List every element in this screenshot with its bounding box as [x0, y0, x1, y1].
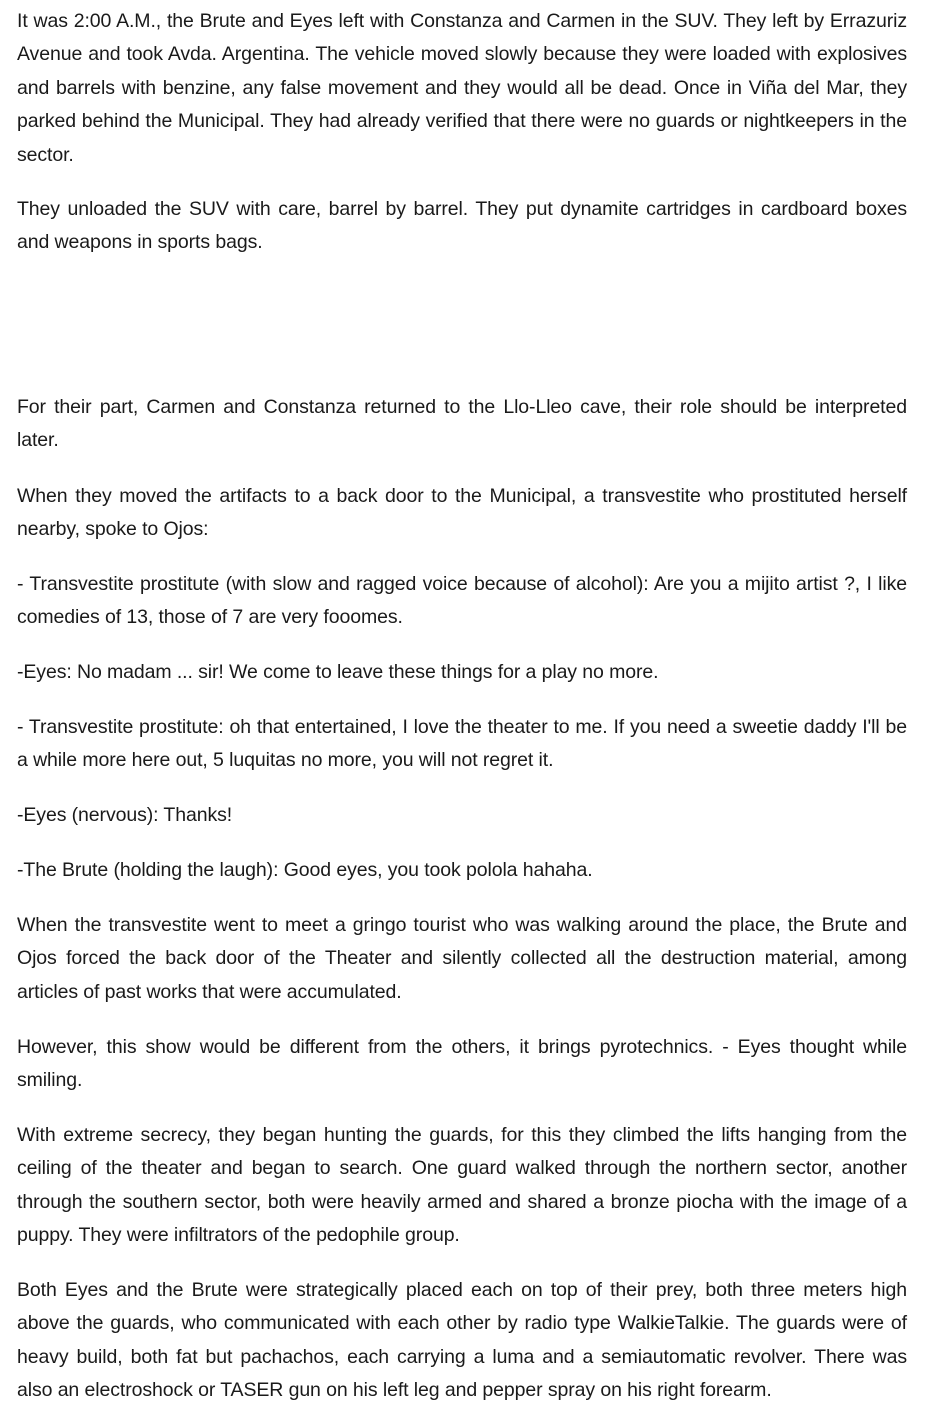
dialogue-line-5: -The Brute (holding the laugh): Good eyes, you took polola hahaha.: [17, 859, 593, 881]
dialogue-line-4: -Eyes (nervous): Thanks!: [17, 804, 233, 826]
dialogue-line-1: - Transvestite prostitute (with slow and ragged voice because of alcohol): Are you a mijito artist ?, I like comedies of 13, those of 7 are very fooomes.: [17, 573, 907, 629]
paragraph-7: With extreme secrecy, they began hunting the guards, for this they climbed the lifts hanging from the ceiling of the theater and began to search. One guard walked through the northern sector, another through the southern sector, both were heavily armed and shared a bronze piocha with the image of a puppy. They were infiltrators of the pedophile group.: [17, 1124, 907, 1247]
paragraph-8: Both Eyes and the Brute were strategically placed each on top of their prey, both three meters high above the guards, who communicated with each other by radio type WalkieTalkie. The guards were of heavy build, both fat but pachachos, each carrying a luma and a semiautomatic revolver. There was also an electroshock or TASER gun on his left leg and pepper spray on his right forearm.: [17, 1279, 907, 1402]
paragraph-4: When they moved the artifacts to a back door to the Municipal, a transvestite who prostituted herself nearby, spoke to Ojos:: [17, 485, 907, 541]
paragraph-1: It was 2:00 A.M., the Brute and Eyes left with Constanza and Carmen in the SUV. They left by Errazuriz Avenue and took Avda. Argentina. The vehicle moved slowly because they were loaded with explosives and barrels with benzine, any false movement and they would all be dead. Once in Viña del Mar, they parked behind the Municipal. They had already verified that there were no guards or nightkeepers in the sector.: [17, 10, 907, 166]
paragraph-5: When the transvestite went to meet a gringo tourist who was walking around the place, the Brute and Ojos forced the back door of the Theater and silently collected all the destruction material, among articles of past works that were accumulated.: [17, 914, 907, 1003]
dialogue-line-2: -Eyes: No madam ... sir! We come to leave these things for a play no more.: [17, 661, 659, 683]
paragraph-6: However, this show would be different from the others, it brings pyrotechnics. - Eyes thought while smiling.: [17, 1036, 907, 1092]
dialogue-line-3: - Transvestite prostitute: oh that entertained, I love the theater to me. If you need a sweetie daddy I'll be a while more here out, 5 luquitas no more, you will not regret it.: [17, 716, 907, 772]
paragraph-3: For their part, Carmen and Constanza returned to the Llo-Lleo cave, their role should be interpreted later.: [17, 396, 907, 452]
paragraph-2: They unloaded the SUV with care, barrel by barrel. They put dynamite cartridges in cardboard boxes and weapons in sports bags.: [17, 198, 907, 254]
